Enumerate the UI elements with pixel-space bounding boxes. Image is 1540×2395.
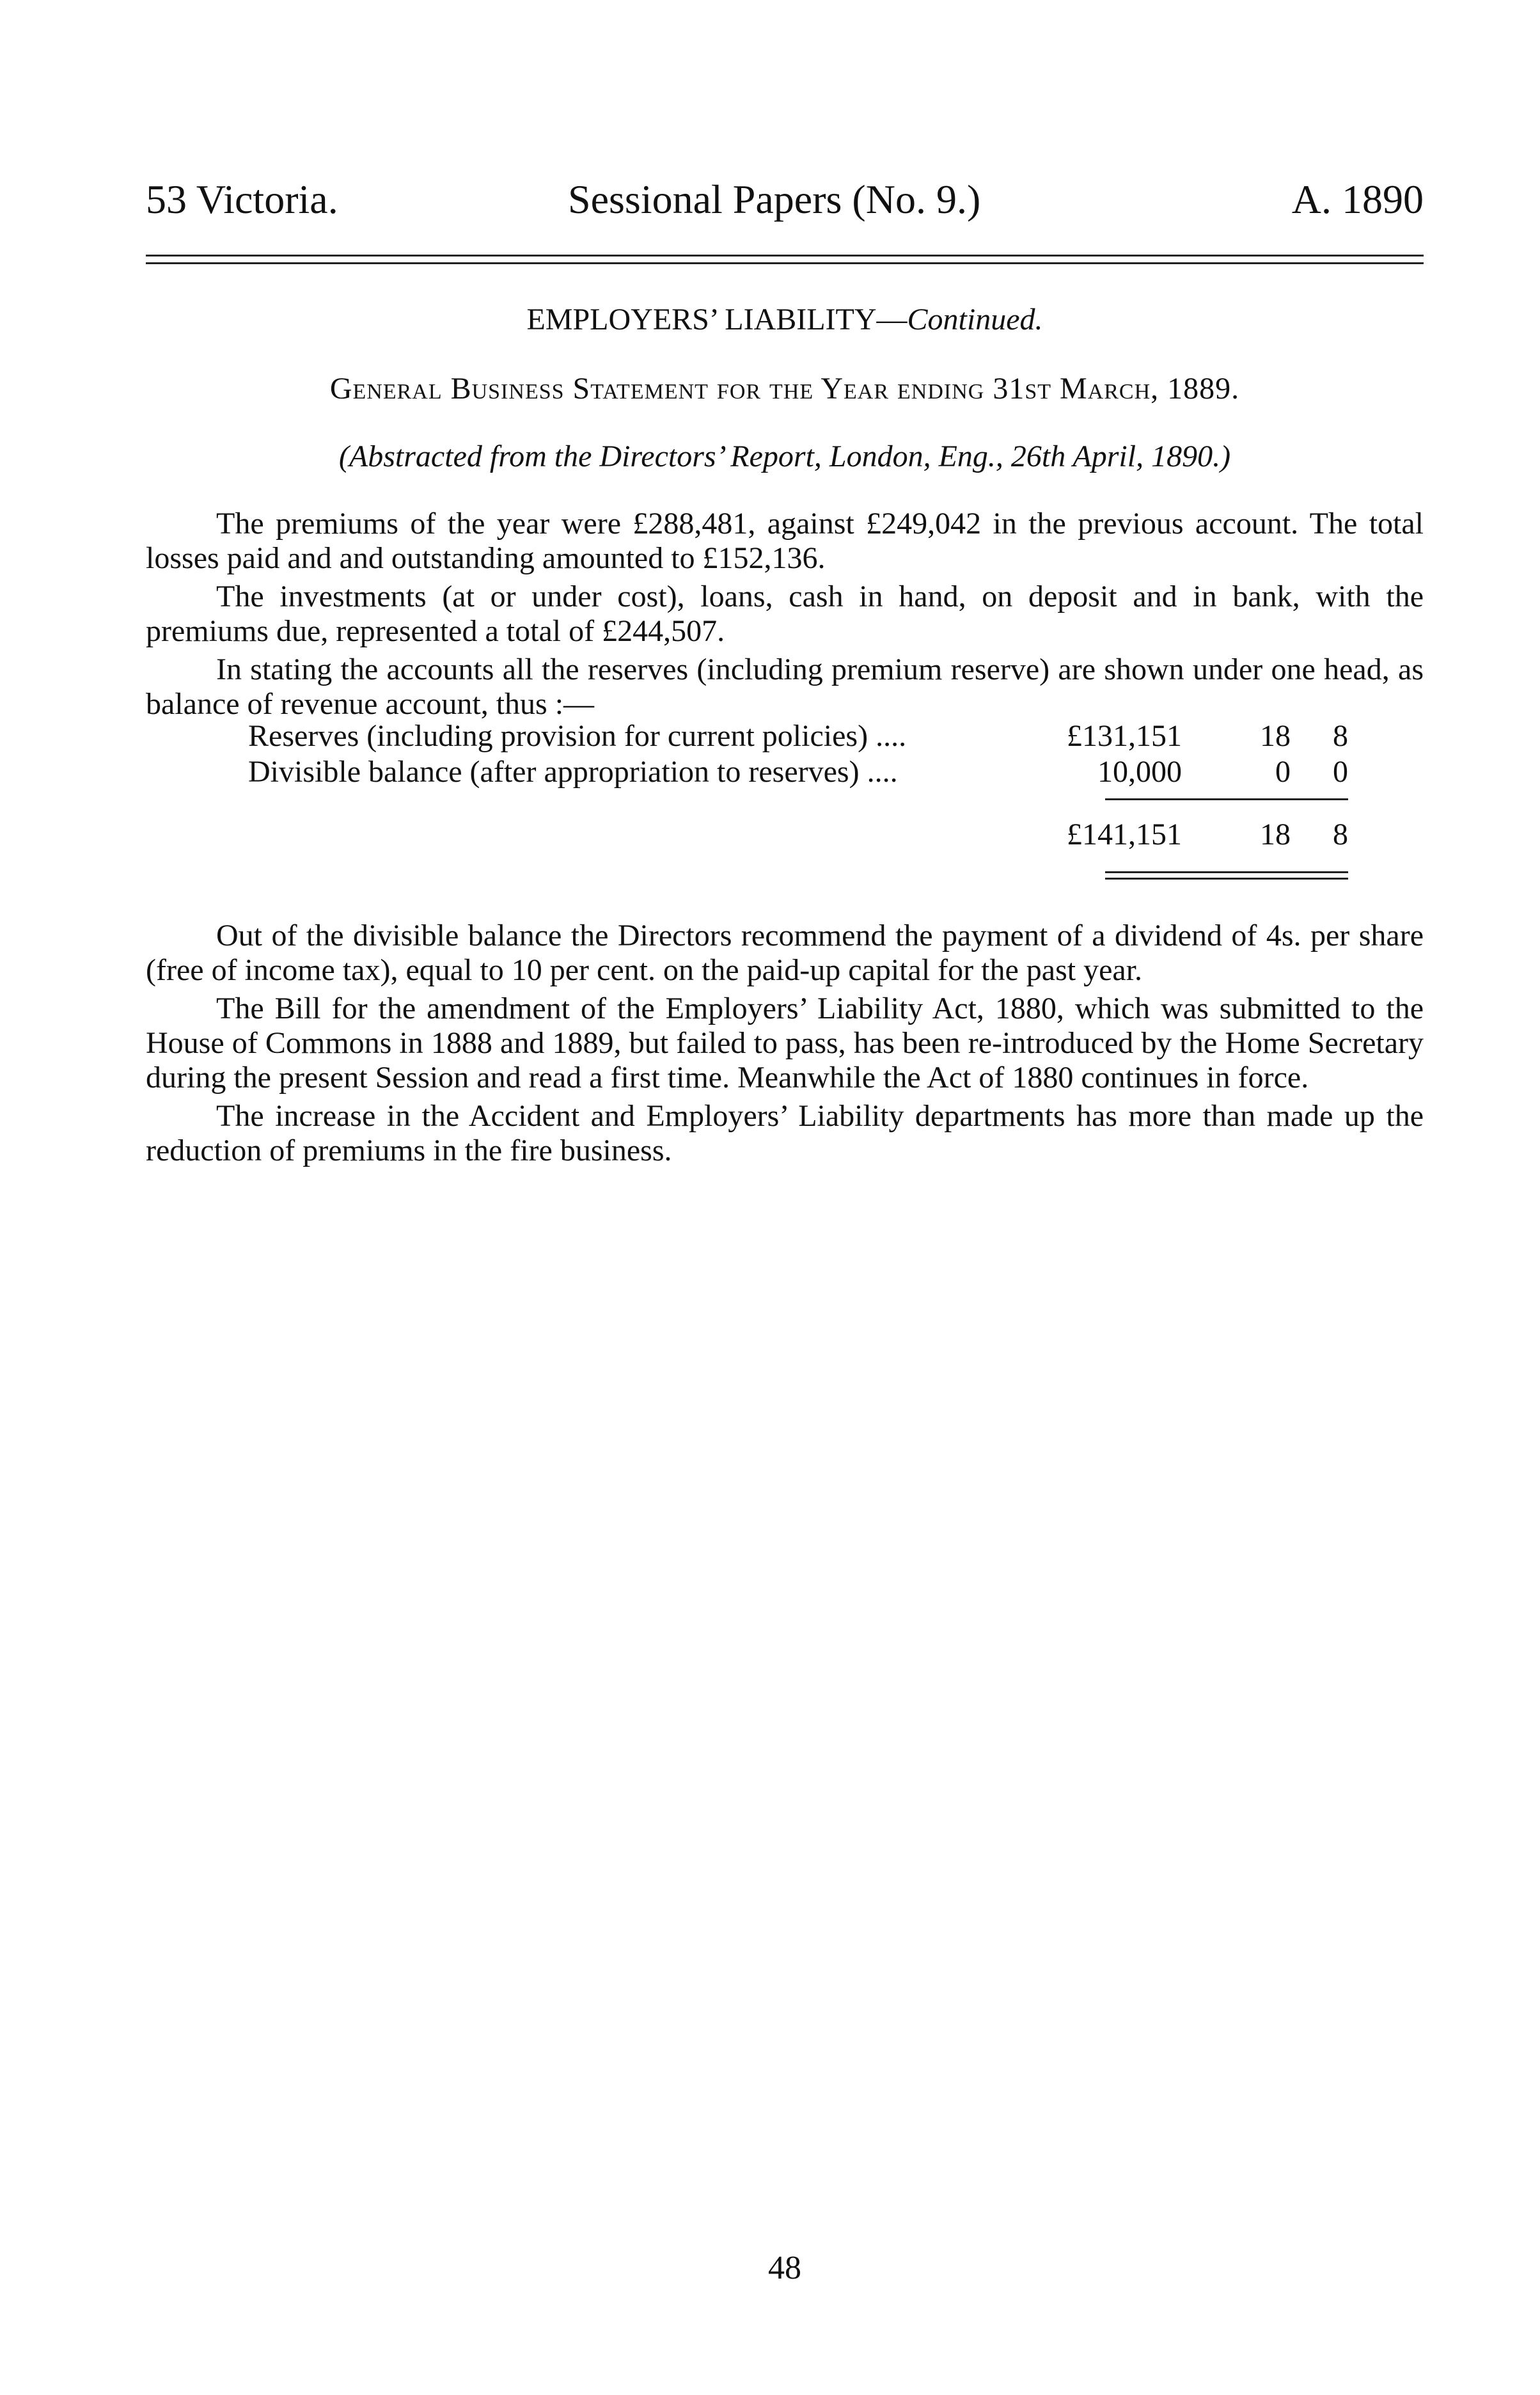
ledger-row	[248, 719, 1348, 755]
ledger-row-label: Reserves (including provision for current policies) ....	[248, 719, 907, 753]
ledger-total-pence: 8	[1333, 818, 1348, 851]
ledger-row-pounds: 10,000	[1097, 755, 1182, 789]
paragraph-dividend: Out of the divisible balance the Directors recommend the payment of a dividend of 4s. per share (free of income tax), equal to 10 per cent. on the paid-up capital for the past year.	[146, 919, 1424, 987]
ledger-row-pence: 8	[1333, 719, 1348, 753]
ledger-total-shillings: 18	[1260, 818, 1291, 851]
ledger-sum-rule	[1105, 798, 1348, 800]
header-rule-bottom	[146, 262, 1424, 264]
header-rule-top	[146, 255, 1424, 257]
ledger-row-label: Divisible balance (after appropriation to reserves) ....	[248, 755, 898, 789]
section-title	[146, 301, 1424, 339]
paragraph-bill: The Bill for the amendment of the Employers’ Liability Act, 1880, which was submitted to the House of Commons in 1888 and 1889, but failed to pass, has been re-introduced by the Home Secretary during the present Session and read a first time. Meanwhile the Act of 1880 continues in force.	[146, 992, 1424, 1095]
paragraph-premiums: The premiums of the year were £288,481, against £249,042 in the previous account. The total losses paid and and outstanding amounted to £152,136.	[146, 507, 1424, 575]
section-title-main: EMPLOYERS’ LIABILITY—	[526, 303, 908, 336]
header-year: A. 1890	[1291, 177, 1424, 222]
ledger-total-double-rule-top	[1105, 871, 1348, 873]
page-number: 48	[768, 2250, 801, 2286]
body-text-first	[146, 507, 1424, 725]
ledger-row	[248, 755, 1348, 791]
header-publication: Sessional Papers (No. 9.)	[568, 177, 981, 222]
ledger-row-pounds: £131,151	[1067, 719, 1182, 753]
ledger-total-double-rule-bottom	[1105, 878, 1348, 880]
ledger-row-shillings: 18	[1260, 719, 1291, 753]
section-title-continued: Continued.	[907, 303, 1043, 336]
ledger-row-pence: 0	[1333, 755, 1348, 789]
paragraph-increase: The increase in the Accident and Employers’ Liability departments has more than made up the reduction of premiums in the fire business.	[146, 1099, 1424, 1167]
ledger-total-row	[248, 818, 1348, 853]
paragraph-investments: The investments (at or under cost), loans, cash in hand, on deposit and in bank, with the premiums due, represented a total of £244,507.	[146, 580, 1424, 648]
body-text-second	[146, 919, 1424, 1172]
ledger-row-shillings: 0	[1275, 755, 1291, 789]
header-session: 53 Victoria.	[146, 177, 338, 222]
paragraph-reserves-intro: In stating the accounts all the reserves (including premium reserve) are shown under one head, as balance of revenue account, thus :—	[146, 652, 1424, 721]
abstract-source-line: (Abstracted from the Directors’ Report, London, Eng., 26th April, 1890.)	[338, 439, 1231, 473]
document-page	[146, 0, 1424, 2395]
running-header	[146, 174, 1424, 225]
ledger-total-pounds: £141,151	[1067, 818, 1182, 851]
reserves-ledger	[248, 719, 1348, 791]
statement-title: General Business Statement for the Year ending 31st March, 1889.	[329, 372, 1240, 406]
